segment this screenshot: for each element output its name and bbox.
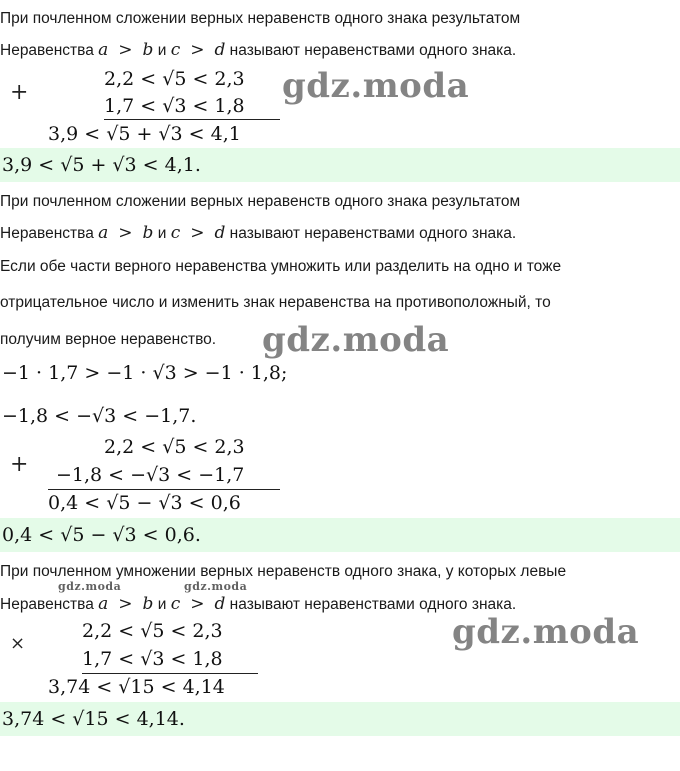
var-d: d: [214, 223, 226, 243]
watermark-gdz-moda: gdz.moda: [58, 580, 122, 593]
text-line-7: получим верное неравенство.: [0, 331, 217, 348]
answer-1: 3,9 < √5 + √3 < 4,1.: [2, 154, 201, 176]
inequality-row-2: 1,7 < √3 < 1,8: [82, 648, 223, 670]
plus-operator: +: [10, 80, 29, 105]
relation-gt: >: [118, 594, 133, 614]
var-c: c: [170, 223, 181, 243]
negated-inequality: −1,8 < −√3 < −1,7.: [2, 405, 197, 427]
watermark-gdz-moda: gdz.moda: [262, 320, 450, 360]
product-result: 3,74 < √15 < 4,14: [48, 676, 225, 698]
var-d: d: [214, 40, 226, 60]
sum-rule: [104, 119, 280, 120]
text-suffix: называют неравенствами одного знака.: [225, 596, 517, 613]
text-prefix: Неравенства: [0, 42, 99, 59]
watermark-gdz-moda: gdz.moda: [282, 66, 470, 106]
text-line-8: При почленном умножении верных неравенств одного знака, у которых левые: [0, 563, 567, 580]
sum-result: 3,9 < √5 + √3 < 4,1: [48, 123, 241, 145]
var-b: b: [142, 223, 154, 243]
inequality-row-1: 2,2 < √5 < 2,3: [104, 436, 245, 458]
var-c: c: [170, 594, 181, 614]
watermark-gdz-moda: gdz.moda: [184, 580, 248, 593]
relation-gt: >: [118, 223, 133, 243]
relation-gt: >: [190, 594, 205, 614]
watermark-gdz-moda: gdz.moda: [452, 612, 640, 652]
conjunction: и: [153, 596, 171, 613]
inequality-row-2: 1,7 < √3 < 1,8: [104, 95, 245, 117]
product-rule: [82, 673, 258, 674]
text-line-3: При почленном сложении верных неравенств одного знака результатом: [0, 193, 521, 210]
answer-3: 3,74 < √15 < 4,14.: [2, 708, 185, 730]
times-operator: ×: [10, 633, 26, 654]
var-b: b: [142, 594, 154, 614]
var-d: d: [214, 594, 226, 614]
text-line-2: [0, 39, 680, 62]
inequality-row-1: 2,2 < √5 < 2,3: [104, 68, 245, 90]
answer-2: 0,4 < √5 − √3 < 0,6.: [2, 524, 201, 546]
var-c: c: [170, 40, 181, 60]
multiply-by-negative-line: −1 · 1,7 > −1 · √3 > −1 · 1,8;: [2, 362, 288, 384]
text-line-4: [0, 222, 680, 245]
relation-gt: >: [190, 40, 205, 60]
conjunction: и: [153, 225, 171, 242]
var-a: a: [98, 40, 109, 60]
sum-rule: [48, 489, 280, 490]
var-b: b: [142, 40, 154, 60]
relation-gt: >: [190, 223, 205, 243]
text-suffix: называют неравенствами одного знака.: [225, 42, 517, 59]
inequality-row-1: 2,2 < √5 < 2,3: [82, 620, 223, 642]
text-prefix: Неравенства: [0, 225, 99, 242]
text-line-6: отрицательное число и изменить знак неравенства на противоположный, то: [0, 294, 551, 311]
text-prefix: Неравенства: [0, 596, 99, 613]
plus-operator: +: [10, 452, 29, 477]
text-line-1: При почленном сложении верных неравенств одного знака результатом: [0, 10, 521, 27]
text-suffix: называют неравенствами одного знака.: [225, 225, 517, 242]
inequality-row-2: −1,8 < −√3 < −1,7: [56, 464, 245, 486]
text-line-5: Если обе части верного неравенства умножить или разделить на одно и тоже: [0, 258, 562, 275]
sum-result: 0,4 < √5 − √3 < 0,6: [48, 492, 241, 514]
conjunction: и: [153, 42, 171, 59]
relation-gt: >: [118, 40, 133, 60]
var-a: a: [98, 223, 109, 243]
var-a: a: [98, 594, 109, 614]
